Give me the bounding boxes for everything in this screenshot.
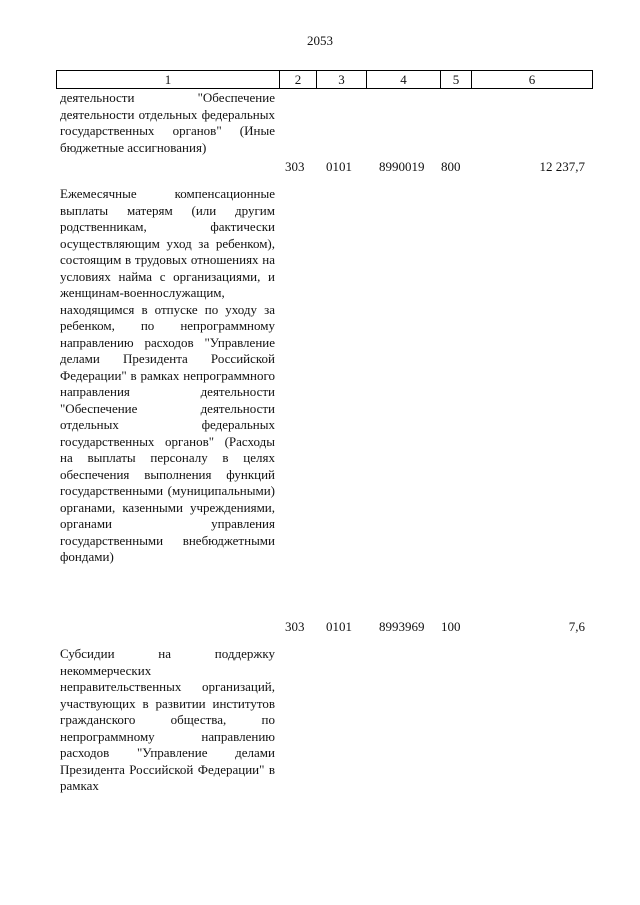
row-2-razdel: 0101: [326, 619, 352, 634]
row-1-vr: 800: [441, 159, 461, 174]
column-header-6: 6: [472, 71, 593, 89]
row-1-sum: 12 237,7: [539, 159, 585, 174]
row-2-vr: 100: [441, 619, 461, 634]
row-1-description: деятельности "Обеспечение деятельности отдельных федеральных государственных органов" (Иные бюджетные ассигнования): [60, 90, 275, 155]
page-number: 2053: [307, 33, 333, 48]
row-2-sum: 7,6: [568, 619, 585, 634]
row-1-razdel: 0101: [326, 159, 352, 174]
row-2-csr: 8993969: [379, 619, 425, 634]
table-column-header-row: [56, 70, 593, 89]
column-header-2: 2: [280, 71, 317, 89]
column-header-4: 4: [367, 71, 441, 89]
row-1-csr: 8990019: [379, 159, 425, 174]
column-header-3: 3: [317, 71, 367, 89]
column-header-5: 5: [441, 71, 472, 89]
row-2-description: Ежемесячные компенсационные выплаты матерям (или другим родственникам, фактически осуществляющим уход за ребенком), состоящим в трудовых отношениях на условиях найма с организациями, и женщинам-военнослужащим, находящимся в отпуске по уходу за ребенком, по непрограммному направлению расходов "Управление делами Президента Российской Федерации" в рамках непрограммного направления деятельности "Обеспечение деятельности отдельных федеральных государственных органов" (Расходы на выплаты персоналу в целях обеспечения выполнения функций государственными (муниципальными) органами, казенными учреждениями, органами управления государственными внебюджетными фондами): [60, 186, 275, 564]
column-header-1: 1: [57, 71, 280, 89]
row-3-description: Субсидии на поддержку некоммерческих неправительственных организаций, участвующих в развитии институтов гражданского общества, по непрограммному направлению расходов "Управление делами Президента Российской Федерации" в рамках: [60, 646, 275, 793]
row-1-ved: 303: [285, 159, 305, 174]
row-2-ved: 303: [285, 619, 305, 634]
